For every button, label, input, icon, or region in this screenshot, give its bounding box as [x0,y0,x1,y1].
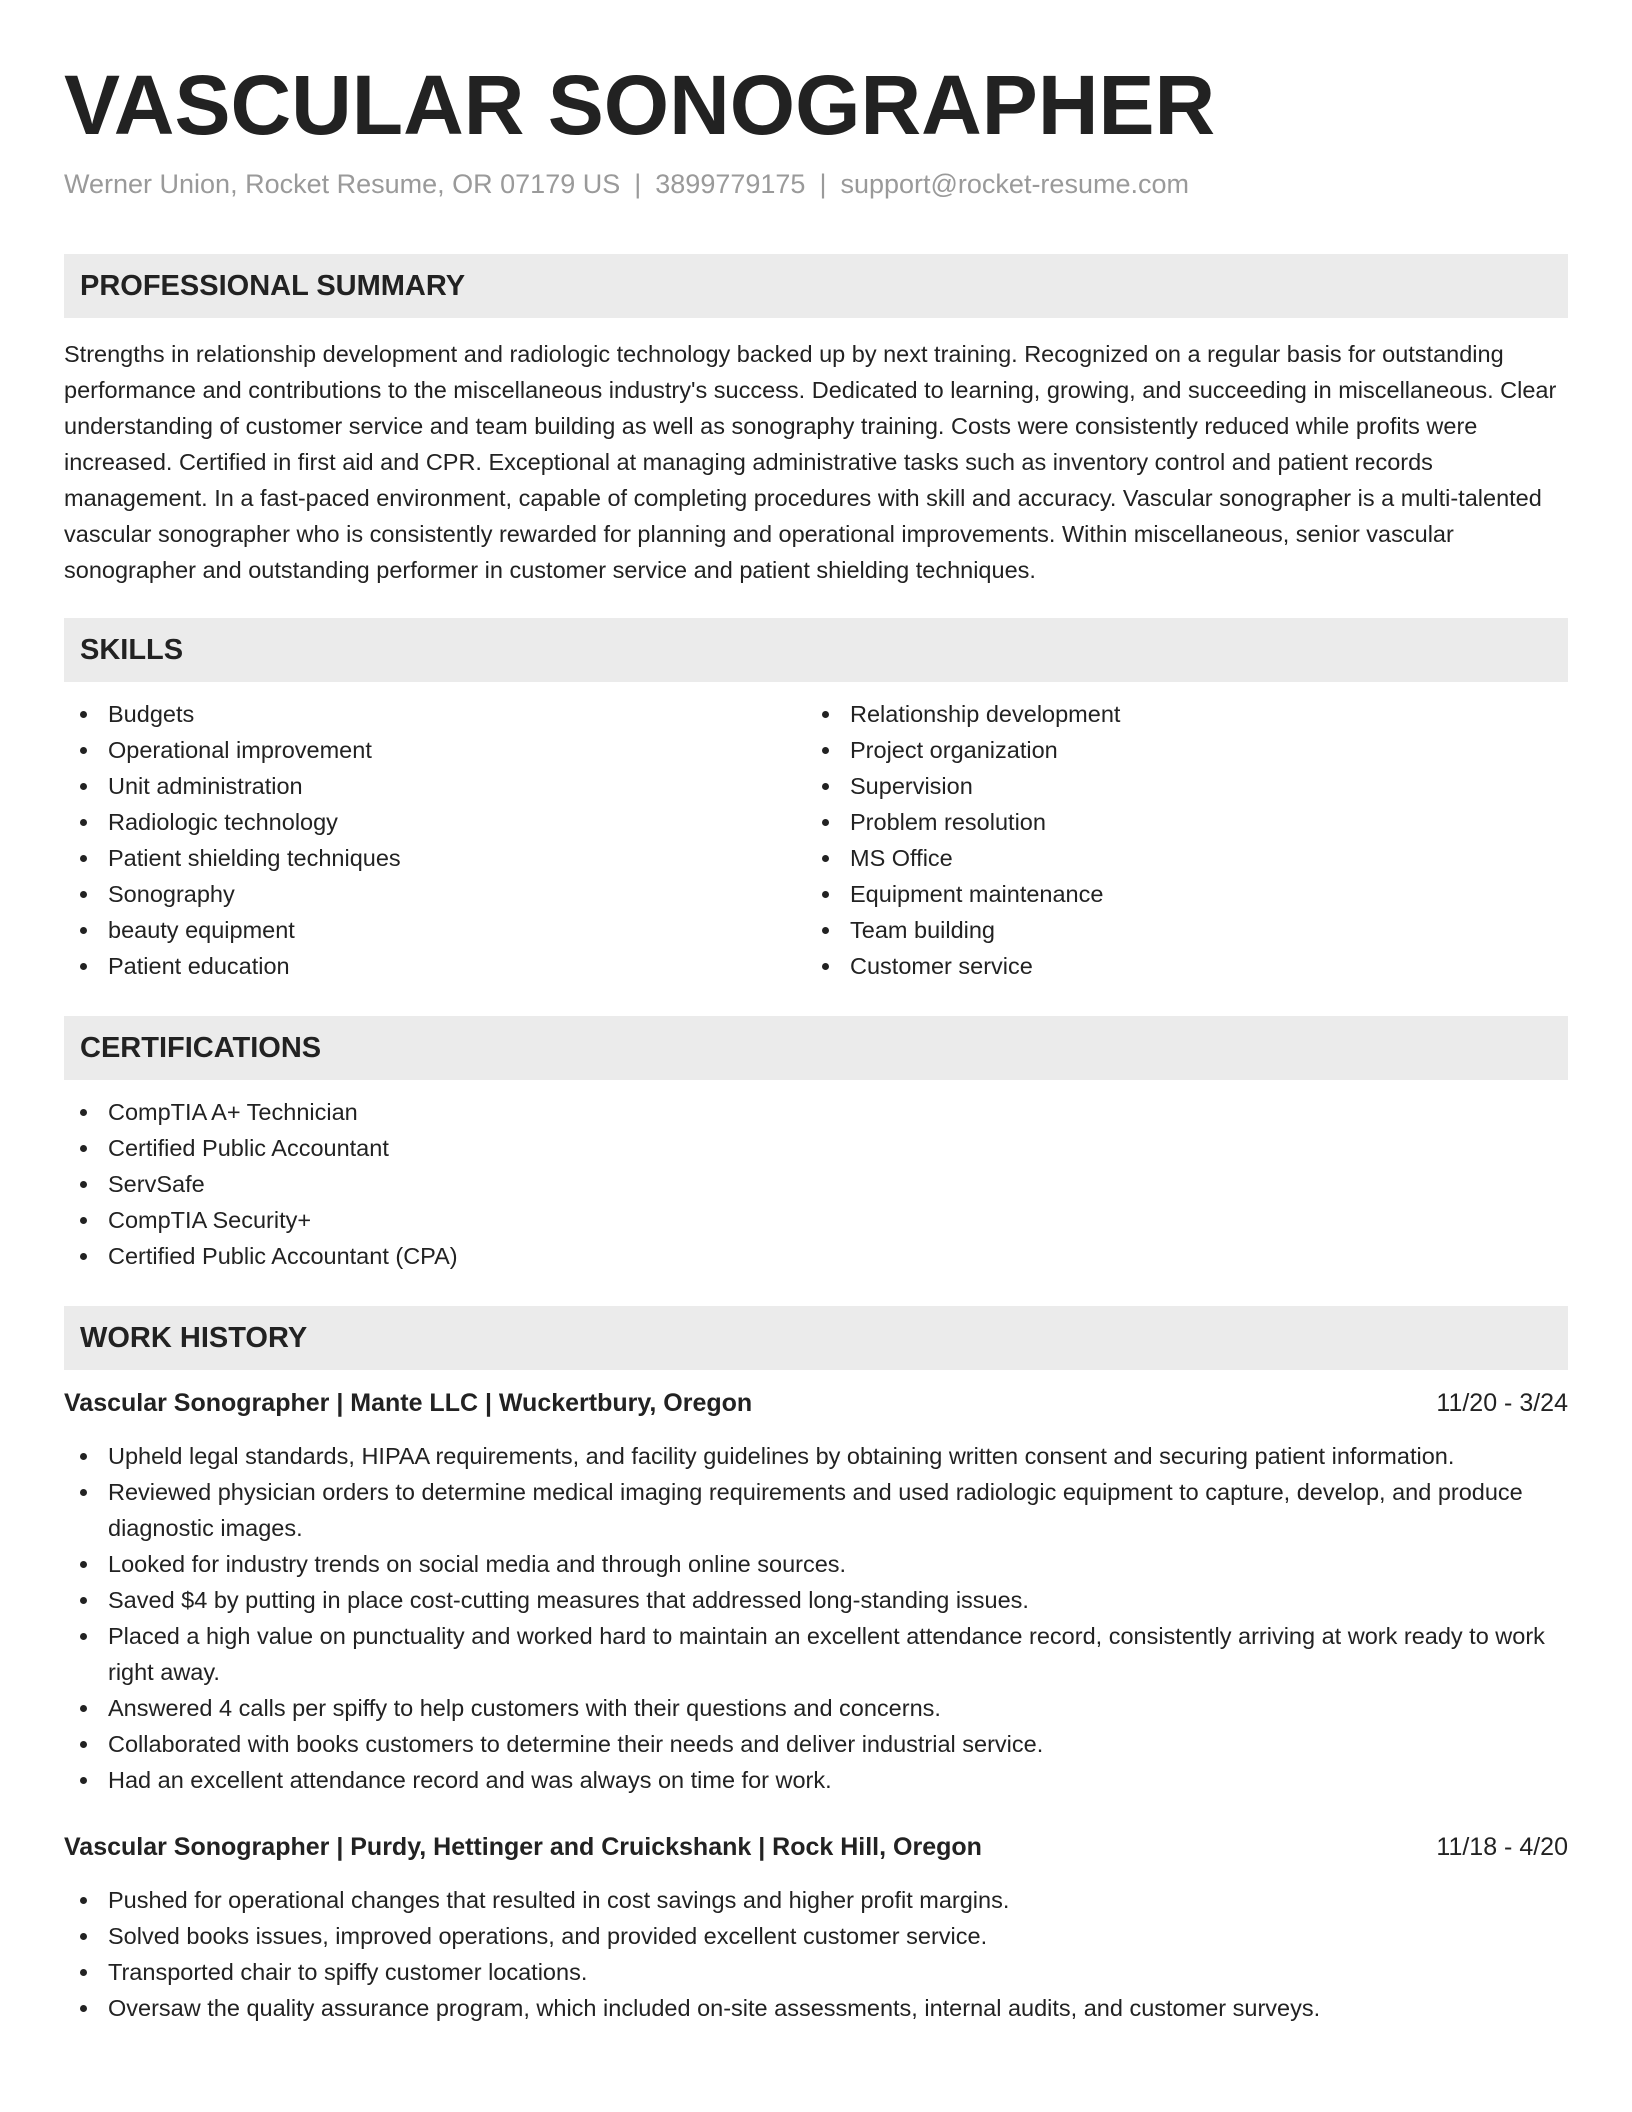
certification-item: CompTIA A+ Technician [64,1094,1568,1130]
job-title: Vascular Sonographer | Mante LLC | Wuckertbury, Oregon [64,1389,753,1417]
skill-item: Patient education [64,948,806,984]
job-duty: Collaborated with books customers to determine their needs and deliver industrial service. [64,1726,1568,1762]
job-duty: Placed a high value on punctuality and worked hard to maintain an excellent attendance record, consistently arriving at work ready to work right away. [64,1618,1568,1690]
job-entry [64,1830,1568,2026]
resume-title: VASCULAR SONOGRAPHER [64,58,1216,152]
job-title: Vascular Sonographer | Purdy, Hettinger and Cruickshank | Rock Hill, Oregon [64,1833,982,1861]
address: Werner Union, Rocket Resume, OR 07179 US [64,169,621,199]
contact-separator: | [634,169,642,199]
certifications-list [64,1094,1568,1274]
section-header-summary: PROFESSIONAL SUMMARY [64,254,1568,318]
section-header-work-history: WORK HISTORY [64,1306,1568,1370]
job-duty: Answered 4 calls per spiffy to help customers with their questions and concerns. [64,1690,1568,1726]
job-duty: Reviewed physician orders to determine medical imaging requirements and used radiologic equipment to capture, develop, and produce diagnostic images. [64,1474,1568,1546]
job-duty: Solved books issues, improved operations, and provided excellent customer service. [64,1918,1568,1954]
skill-item: Equipment maintenance [806,876,1548,912]
job-duty: Saved $4 by putting in place cost-cutting measures that addressed long-standing issues. [64,1582,1568,1618]
job-header [64,1386,1568,1420]
contact-separator: | [819,169,827,199]
job-entry [64,1386,1568,1798]
skill-item: Patient shielding techniques [64,840,806,876]
skill-item: Unit administration [64,768,806,804]
job-dates: 11/18 - 4/20 [1436,1833,1568,1861]
skill-item: Problem resolution [806,804,1548,840]
job-duty: Oversaw the quality assurance program, which included on-site assessments, internal audits, and customer surveys. [64,1990,1568,2026]
job-duty: Upheld legal standards, HIPAA requirements, and facility guidelines by obtaining written consent and securing patient information. [64,1438,1568,1474]
contact-line [64,166,1568,202]
skill-item: Operational improvement [64,732,806,768]
job-duty: Looked for industry trends on social media and through online sources. [64,1546,1568,1582]
job-duty: Pushed for operational changes that resulted in cost savings and higher profit margins. [64,1882,1568,1918]
skills-list-left [64,696,806,984]
skills-list-right [806,696,1548,984]
section-header-skills: SKILLS [64,618,1568,682]
job-header [64,1830,1568,1864]
certification-item: CompTIA Security+ [64,1202,1568,1238]
skill-item: Relationship development [806,696,1548,732]
summary-text: Strengths in relationship development and radiologic technology backed up by next training. Recognized on a regular basis for outstanding performance and contributions to the miscellaneous industry's success. Dedicated to learning, growing, and succeeding in miscellaneous. Clear understanding of customer service and team building as well as sonography training. Costs were consistently reduced while profits were increased. Certified in first aid and CPR. Exceptional at managing administrative tasks such as inventory control and patient records management. In a fast-paced environment, capable of completing procedures with skill and accuracy. Vascular sonographer is a multi-talented vascular sonographer who is consistently rewarded for planning and operational improvements. Within miscellaneous, senior vascular sonographer and outstanding performer in customer service and patient shielding techniques. [64,341,1557,583]
skills-grid [64,696,1568,984]
skill-item: MS Office [806,840,1548,876]
skill-item: Sonography [64,876,806,912]
certification-item: Certified Public Accountant (CPA) [64,1238,1568,1274]
skill-item: Radiologic technology [64,804,806,840]
certification-item: Certified Public Accountant [64,1130,1568,1166]
job-dates: 11/20 - 3/24 [1436,1389,1568,1417]
certification-item: ServSafe [64,1166,1568,1202]
email: support@rocket-resume.com [840,169,1189,199]
job-duty: Transported chair to spiffy customer locations. [64,1954,1568,1990]
skill-item: Project organization [806,732,1548,768]
job-duties-list [64,1882,1568,2026]
skill-item: Budgets [64,696,806,732]
job-duties-list [64,1438,1568,1798]
skill-item: Supervision [806,768,1548,804]
phone: 3899779175 [655,169,806,199]
skill-item: Customer service [806,948,1548,984]
job-duty: Had an excellent attendance record and was always on time for work. [64,1762,1568,1798]
skill-item: Team building [806,912,1548,948]
section-header-certifications: CERTIFICATIONS [64,1016,1568,1080]
skill-item: beauty equipment [64,912,806,948]
resume-page [64,0,1568,2026]
